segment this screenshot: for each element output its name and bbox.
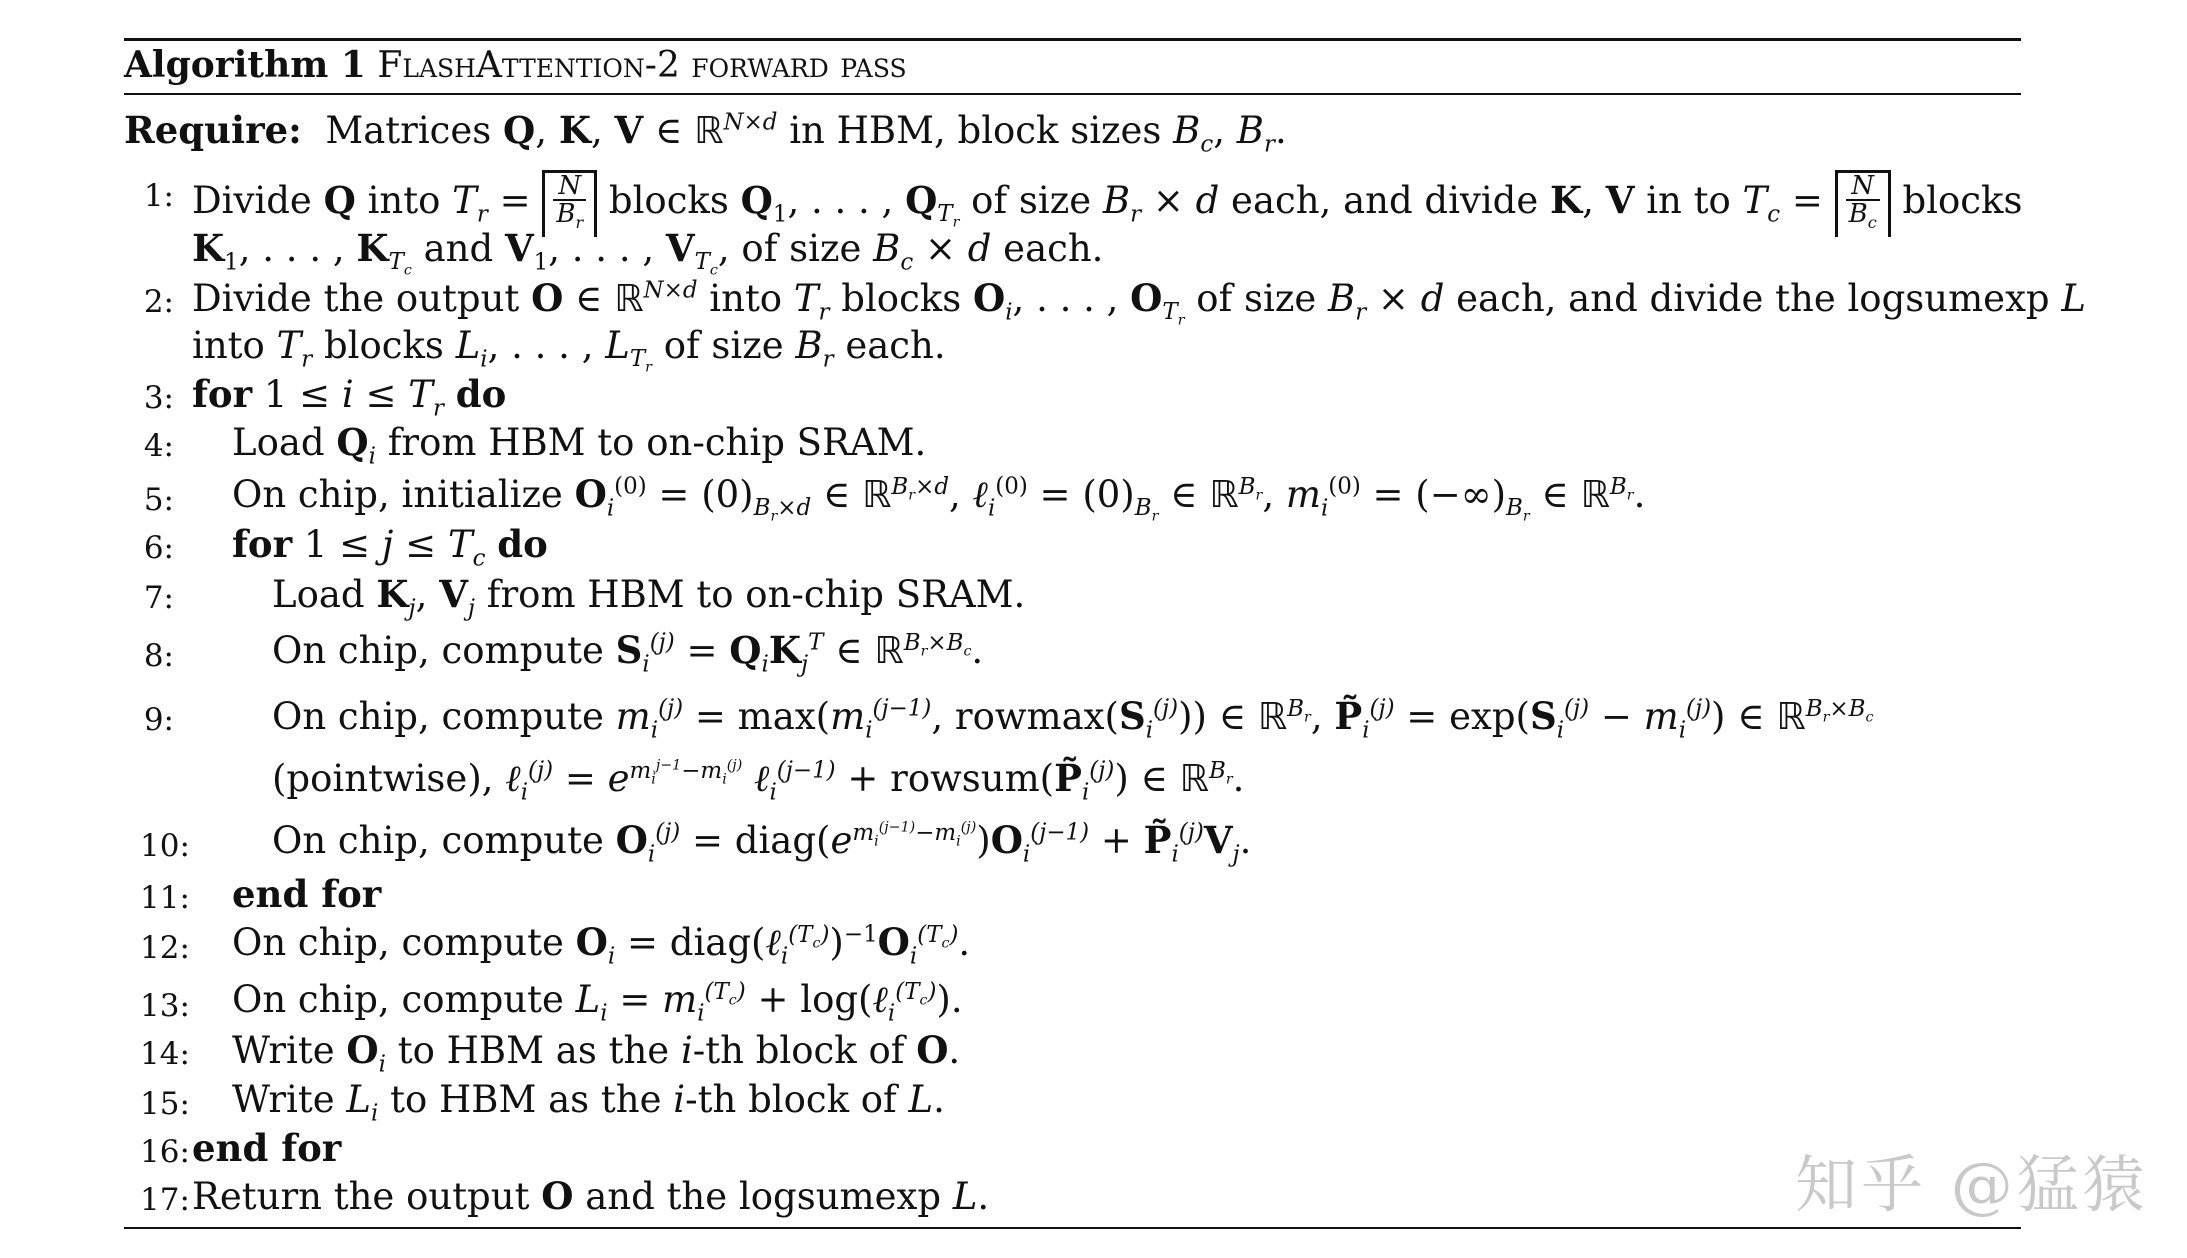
algorithm-line-16: end for	[192, 1126, 342, 1170]
algorithm-line-9-cont: (pointwise), ℓ$_i^{(j)}$ = $e^{m_i^{j-1}-m_i^{(j)}}$ ℓ$_i^{(j-1)}$ + $rowsum(P̃_i^{(j)})$ ∈ ℝ$^{B_r}$.	[272, 756, 1245, 806]
algorithm-line-7: Load $K_j$, $V_j$ from HBM to on-chip SRAM.	[272, 572, 1026, 622]
algorithm-line-13: On chip, compute $L_i = m_i^{(T_c)}$ + log(ℓ$_i^{(T_c)}$).	[232, 978, 963, 1027]
line-number-13: 13:	[140, 988, 190, 1024]
line-number-3: 3:	[143, 380, 174, 416]
line-number-11: 11:	[140, 880, 190, 916]
algorithm-line-1-cont: $K_1$, . . . , $K_{T_c}$ and $V_1$, . . . , $V_{T_c}$, of size $B_c \times d$ each.	[192, 226, 1104, 279]
bottom-rule	[124, 1227, 2021, 1229]
algorithm-line-8: On chip, compute $S_i^{(j)} = Q_iK_j^T$ ∈ ℝ$^{B_r\times B_c}$.	[272, 628, 984, 678]
line-number-15: 15:	[140, 1086, 190, 1122]
algorithm-line-12: On chip, compute $O_i$ = $diag(\ell_i^{(T_c)})^{-1}O_i^{(T_c)}$.	[232, 920, 971, 970]
algorithm-label: Algorithm 1	[124, 44, 366, 86]
zhihu-watermark: 知乎 @猛猿	[1795, 1148, 2149, 1221]
algorithm-title	[124, 44, 907, 86]
algorithm-line-14: Write $O_i$ to HBM as the i-th block of O.	[232, 1028, 961, 1078]
line-number-5: 5:	[143, 482, 174, 518]
algorithm-line-10: On chip, compute $O_i^{(j)}$ = $diag(e^{m_i^{(j-1)}-m_i^{(j)}})O_i^{(j-1)}$ + $P̃_i^{(j)}V_j$.	[272, 818, 1252, 868]
algorithm-line-15: Write $L_i$ to HBM as the i-th block of L.	[232, 1078, 945, 1127]
algorithm-name: FlashAttention-2 forward pass	[377, 45, 907, 86]
title-rule	[124, 93, 2021, 95]
algorithm-line-17: Return the output O and the logsumexp L.	[192, 1174, 990, 1218]
top-rule	[124, 38, 2021, 41]
algorithm-line-11: end for	[232, 872, 382, 916]
algorithm-line-4: Load $Q_i$ from HBM to on-chip SRAM.	[232, 420, 927, 470]
line-number-2: 2:	[143, 284, 174, 320]
algorithm-line-2-cont: into $T_r$ blocks $L_i$, . . . , $L_{T_r}$ of size $B_r$ each.	[192, 324, 946, 376]
line-number-6: 6:	[143, 530, 174, 566]
algorithm-line-6: for $1 \le j \le T_c$ do	[232, 522, 548, 572]
algorithm-line-5: On chip, initialize $O_i^{(0)} = (0)_{B_r\times d}$ ∈ ℝ$^{B_r\times d}$, ℓ$_i^{(0)}$ = $(0)_{B_r}$ ∈ ℝ$^{B_r}$, $m_i^{(0)} = (-\infty)_{B_r}$ ∈ ℝ$^{B_r}$.	[232, 472, 1646, 525]
require-line: Require: Matrices Q, K, V ∈ ℝ$^{N\times d}$ in HBM, block sizes $B_c$, $B_r$.	[124, 108, 1287, 158]
line-number-16: 16:	[140, 1134, 190, 1170]
line-number-14: 14:	[140, 1036, 190, 1072]
algorithm-line-2: Divide the output O ∈ ℝ$^{N\times d}$ into $T_r$ blocks $O_i$, . . . , $O_{T_r}$ of size $B_r \times d$ each, and divide the logsumexp L	[192, 276, 2086, 329]
line-number-1: 1:	[143, 178, 174, 214]
algorithm-line-1: Divide Q into $T_r$ = $\frac{N}{B_r}$ blocks $Q_1$, . . . , $Q_{T_r}$ of size $B_r \times d$ each, and divide K, V in to $T_c$ = $\frac{N}{B_c}$ blocks	[192, 170, 2022, 237]
line-number-12: 12:	[140, 930, 190, 966]
line-number-17: 17:	[140, 1182, 190, 1218]
line-number-8: 8:	[143, 638, 174, 674]
require-label: Require:	[124, 108, 302, 152]
line-number-9: 9:	[143, 702, 174, 738]
line-number-7: 7:	[143, 580, 174, 616]
line-number-10: 10:	[140, 828, 190, 864]
line-number-4: 4:	[143, 428, 174, 464]
algorithm-line-3: for $1 \le i \le T_r$ do	[192, 372, 507, 422]
algorithm-line-9: On chip, compute $m_i^{(j)} = \max(m_i^{(j-1)}$, $rowmax(S_i^{(j)})$) ∈ ℝ$^{B_r}$, $P̃_i^{(j)} = \exp(S_i^{(j)} - m_i^{(j)})$ ∈ ℝ$^{B_r\times B_c}$	[272, 694, 1874, 744]
